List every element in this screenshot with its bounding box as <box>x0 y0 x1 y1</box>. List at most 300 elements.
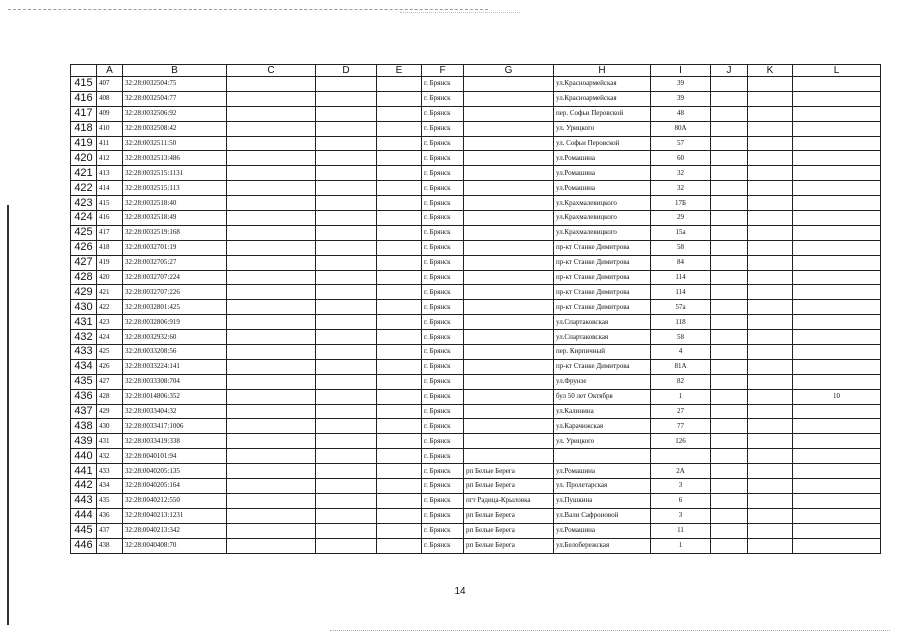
cell-g <box>464 255 554 270</box>
cell-c <box>227 404 316 419</box>
column-header-f: F <box>422 65 464 77</box>
cell-l <box>793 285 881 300</box>
cell-a: 420 <box>97 270 123 285</box>
table-row <box>71 121 881 136</box>
cell-a: 410 <box>97 121 123 136</box>
cell-i: 32 <box>651 166 711 181</box>
cell-d <box>316 151 377 166</box>
cell-j <box>711 523 748 538</box>
cell-k <box>748 464 793 479</box>
row-number: 422 <box>71 181 97 196</box>
cell-l <box>793 270 881 285</box>
cell-d <box>316 330 377 345</box>
cell-d <box>316 196 377 211</box>
cell-i: 3 <box>651 479 711 494</box>
cell-i: 39 <box>651 91 711 106</box>
cell-d <box>316 479 377 494</box>
cell-i: 2А <box>651 464 711 479</box>
cell-j <box>711 121 748 136</box>
cell-k <box>748 315 793 330</box>
cell-k <box>748 121 793 136</box>
cell-l: 10 <box>793 389 881 404</box>
cell-e <box>377 404 422 419</box>
cell-a: 433 <box>97 464 123 479</box>
cell-e <box>377 211 422 226</box>
scan-left-edge <box>7 205 9 625</box>
table-row <box>71 166 881 181</box>
cell-j <box>711 240 748 255</box>
cell-c <box>227 196 316 211</box>
cell-l <box>793 345 881 360</box>
cell-g <box>464 196 554 211</box>
cell-b: 32:28:0032707:226 <box>123 285 227 300</box>
cell-b: 32:28:0040212:550 <box>123 493 227 508</box>
cell-h: ул.Ромашина <box>554 151 651 166</box>
table-row <box>71 389 881 404</box>
scan-artifact-top-2 <box>400 12 520 13</box>
cell-e <box>377 91 422 106</box>
row-number: 426 <box>71 240 97 255</box>
cell-k <box>748 345 793 360</box>
cell-j <box>711 359 748 374</box>
cell-g <box>464 240 554 255</box>
cell-f: г. Брянск <box>422 181 464 196</box>
cell-k <box>748 181 793 196</box>
cell-g: рп Белые Берега <box>464 464 554 479</box>
table-row <box>71 181 881 196</box>
cell-h: ул.Спартаковская <box>554 330 651 345</box>
cell-k <box>748 330 793 345</box>
cell-d <box>316 91 377 106</box>
cell-c <box>227 240 316 255</box>
cell-b: 32:28:0032504:77 <box>123 91 227 106</box>
row-number: 443 <box>71 493 97 508</box>
cell-l <box>793 404 881 419</box>
cell-c <box>227 493 316 508</box>
cell-j <box>711 449 748 464</box>
row-number: 420 <box>71 151 97 166</box>
cell-j <box>711 434 748 449</box>
cell-c <box>227 151 316 166</box>
cell-c <box>227 434 316 449</box>
table-row <box>71 538 881 553</box>
cell-c <box>227 464 316 479</box>
cell-l <box>793 300 881 315</box>
cell-l <box>793 508 881 523</box>
cell-i: 4 <box>651 345 711 360</box>
table-row <box>71 211 881 226</box>
cell-d <box>316 464 377 479</box>
cell-g <box>464 374 554 389</box>
row-number: 442 <box>71 479 97 494</box>
cell-e <box>377 330 422 345</box>
cell-f: г. Брянск <box>422 389 464 404</box>
cell-f: г. Брянск <box>422 359 464 374</box>
cell-l <box>793 434 881 449</box>
cell-f: г. Брянск <box>422 449 464 464</box>
cell-b: 32:28:0040408:70 <box>123 538 227 553</box>
cell-h: ул.Крахмалевицкого <box>554 225 651 240</box>
row-number: 419 <box>71 136 97 151</box>
cell-h: ул.Ромашина <box>554 464 651 479</box>
cell-j <box>711 211 748 226</box>
cell-d <box>316 300 377 315</box>
cell-d <box>316 255 377 270</box>
cell-j <box>711 91 748 106</box>
table-row <box>71 523 881 538</box>
cell-c <box>227 181 316 196</box>
cell-i: 58 <box>651 330 711 345</box>
cell-c <box>227 315 316 330</box>
cell-f: г. Брянск <box>422 434 464 449</box>
cell-j <box>711 77 748 92</box>
cell-b: 32:28:0032515:1131 <box>123 166 227 181</box>
cell-f: г. Брянск <box>422 270 464 285</box>
cell-k <box>748 255 793 270</box>
row-number: 433 <box>71 345 97 360</box>
cell-a: 427 <box>97 374 123 389</box>
cell-k <box>748 225 793 240</box>
cell-e <box>377 196 422 211</box>
cell-g <box>464 211 554 226</box>
cell-b: 32:28:0040213:342 <box>123 523 227 538</box>
row-number: 424 <box>71 211 97 226</box>
column-header-b: B <box>123 65 227 77</box>
cell-h: ул.Вали Сафроновой <box>554 508 651 523</box>
table-row <box>71 345 881 360</box>
cell-d <box>316 136 377 151</box>
cell-h: ул.Красноармейская <box>554 91 651 106</box>
row-number: 444 <box>71 508 97 523</box>
table-body <box>71 77 881 554</box>
row-number: 429 <box>71 285 97 300</box>
cell-d <box>316 270 377 285</box>
cell-a: 412 <box>97 151 123 166</box>
cell-i: 57а <box>651 300 711 315</box>
cell-g <box>464 345 554 360</box>
cell-h: ул.Белобережская <box>554 538 651 553</box>
cell-b: 32:28:0032707:224 <box>123 270 227 285</box>
table-row <box>71 315 881 330</box>
cell-g <box>464 300 554 315</box>
table-row <box>71 270 881 285</box>
cell-d <box>316 77 377 92</box>
cell-c <box>227 330 316 345</box>
cell-k <box>748 538 793 553</box>
cell-e <box>377 300 422 315</box>
cell-c <box>227 345 316 360</box>
cell-c <box>227 479 316 494</box>
column-header-k: K <box>748 65 793 77</box>
cell-e <box>377 359 422 374</box>
cell-f: г. Брянск <box>422 136 464 151</box>
cell-a: 418 <box>97 240 123 255</box>
cell-f: г. Брянск <box>422 151 464 166</box>
cell-g: рп Белые Берега <box>464 508 554 523</box>
cell-d <box>316 359 377 374</box>
cell-g <box>464 225 554 240</box>
cell-c <box>227 508 316 523</box>
cell-b: 32:28:0040213:1231 <box>123 508 227 523</box>
cell-b: 32:28:0032508:42 <box>123 121 227 136</box>
cell-g <box>464 106 554 121</box>
cell-g <box>464 389 554 404</box>
column-header-a: A <box>97 65 123 77</box>
table-row <box>71 136 881 151</box>
cell-f: г. Брянск <box>422 315 464 330</box>
cell-h: ул.Карачижская <box>554 419 651 434</box>
cell-i: 11 <box>651 523 711 538</box>
cell-i: 84 <box>651 255 711 270</box>
row-number: 431 <box>71 315 97 330</box>
cell-h: ул.Крахмалевицкого <box>554 211 651 226</box>
cell-a: 411 <box>97 136 123 151</box>
cell-i: 77 <box>651 419 711 434</box>
cell-j <box>711 404 748 419</box>
table-row <box>71 359 881 374</box>
cell-d <box>316 240 377 255</box>
cell-d <box>316 523 377 538</box>
cell-g: рп Белые Берега <box>464 479 554 494</box>
cell-k <box>748 77 793 92</box>
cell-j <box>711 315 748 330</box>
cell-l <box>793 464 881 479</box>
cell-k <box>748 196 793 211</box>
row-number: 434 <box>71 359 97 374</box>
cell-h: пр-кт Станке Димитрова <box>554 255 651 270</box>
cell-b: 32:28:0033308:704 <box>123 374 227 389</box>
cell-l <box>793 523 881 538</box>
cell-g <box>464 449 554 464</box>
cell-j <box>711 285 748 300</box>
cell-h: ул. Софьи Перовской <box>554 136 651 151</box>
cell-f: г. Брянск <box>422 345 464 360</box>
table-row <box>71 374 881 389</box>
cell-g: пгт Радица-Крыловка <box>464 493 554 508</box>
cell-l <box>793 330 881 345</box>
cell-g <box>464 181 554 196</box>
cell-d <box>316 211 377 226</box>
row-number: 427 <box>71 255 97 270</box>
cell-b: 32:28:0032511:50 <box>123 136 227 151</box>
scan-artifact-top <box>8 9 488 10</box>
cell-e <box>377 479 422 494</box>
cell-b: 32:28:0033404:32 <box>123 404 227 419</box>
cell-f: г. Брянск <box>422 285 464 300</box>
cell-i: 126 <box>651 434 711 449</box>
cell-e <box>377 315 422 330</box>
cell-b: 32:28:0032504:75 <box>123 77 227 92</box>
cell-f: г. Брянск <box>422 538 464 553</box>
cell-f: г. Брянск <box>422 374 464 389</box>
row-number: 432 <box>71 330 97 345</box>
cell-b: 32:28:0032801:425 <box>123 300 227 315</box>
cell-a: 421 <box>97 285 123 300</box>
cell-h: пер. Софьи Перовской <box>554 106 651 121</box>
cell-d <box>316 434 377 449</box>
table-row <box>71 449 881 464</box>
cell-c <box>227 255 316 270</box>
cell-j <box>711 270 748 285</box>
cell-d <box>316 166 377 181</box>
cell-l <box>793 181 881 196</box>
cell-l <box>793 106 881 121</box>
cell-j <box>711 136 748 151</box>
cell-b: 32:28:0033208:56 <box>123 345 227 360</box>
cell-a: 428 <box>97 389 123 404</box>
cell-g <box>464 77 554 92</box>
cell-e <box>377 151 422 166</box>
cell-d <box>316 181 377 196</box>
cell-k <box>748 211 793 226</box>
cell-f: г. Брянск <box>422 300 464 315</box>
cell-d <box>316 106 377 121</box>
cell-h: ул. Урицкого <box>554 434 651 449</box>
cell-l <box>793 166 881 181</box>
cell-j <box>711 255 748 270</box>
corner-cell <box>71 65 97 77</box>
cell-a: 426 <box>97 359 123 374</box>
cell-e <box>377 285 422 300</box>
cell-b: 32:28:0032701:19 <box>123 240 227 255</box>
table-row <box>71 285 881 300</box>
cell-k <box>748 359 793 374</box>
cell-j <box>711 196 748 211</box>
cell-j <box>711 106 748 121</box>
cell-d <box>316 374 377 389</box>
row-number: 437 <box>71 404 97 419</box>
cell-f: г. Брянск <box>422 508 464 523</box>
cell-a: 431 <box>97 434 123 449</box>
cell-k <box>748 151 793 166</box>
cell-g <box>464 404 554 419</box>
cell-e <box>377 508 422 523</box>
cell-l <box>793 538 881 553</box>
cell-l <box>793 225 881 240</box>
cell-f: г. Брянск <box>422 91 464 106</box>
cell-j <box>711 374 748 389</box>
cell-l <box>793 121 881 136</box>
cell-h <box>554 449 651 464</box>
cell-j <box>711 508 748 523</box>
cell-c <box>227 77 316 92</box>
cell-h: пр-кт Станке Димитрова <box>554 285 651 300</box>
cell-h: пр-кт Станке Димитрова <box>554 359 651 374</box>
cell-a: 434 <box>97 479 123 494</box>
cell-f: г. Брянск <box>422 330 464 345</box>
cell-e <box>377 434 422 449</box>
cell-g <box>464 330 554 345</box>
cell-g <box>464 419 554 434</box>
cell-f: г. Брянск <box>422 166 464 181</box>
table-row <box>71 91 881 106</box>
cell-d <box>316 121 377 136</box>
cell-a: 435 <box>97 493 123 508</box>
cell-i: 60 <box>651 151 711 166</box>
cell-a: 438 <box>97 538 123 553</box>
cell-i: 118 <box>651 315 711 330</box>
cell-d <box>316 285 377 300</box>
cell-k <box>748 270 793 285</box>
cell-g: рп Белые Берега <box>464 538 554 553</box>
cell-e <box>377 419 422 434</box>
cell-i: 82 <box>651 374 711 389</box>
cell-c <box>227 389 316 404</box>
cell-i: 114 <box>651 270 711 285</box>
cell-k <box>748 493 793 508</box>
cell-e <box>377 181 422 196</box>
cell-k <box>748 389 793 404</box>
cell-h: ул.Красноармейская <box>554 77 651 92</box>
cell-l <box>793 196 881 211</box>
cell-f: г. Брянск <box>422 77 464 92</box>
cell-b: 32:28:0032518:49 <box>123 211 227 226</box>
table-row <box>71 330 881 345</box>
cell-k <box>748 240 793 255</box>
cell-a: 417 <box>97 225 123 240</box>
row-number: 445 <box>71 523 97 538</box>
cell-b: 32:28:0032705:27 <box>123 255 227 270</box>
cell-h: ул.Калинина <box>554 404 651 419</box>
cell-e <box>377 389 422 404</box>
cell-a: 407 <box>97 77 123 92</box>
cell-a: 425 <box>97 345 123 360</box>
row-number: 417 <box>71 106 97 121</box>
row-number: 428 <box>71 270 97 285</box>
row-number: 416 <box>71 91 97 106</box>
cell-g <box>464 359 554 374</box>
cell-b: 32:28:0032513:486 <box>123 151 227 166</box>
cell-a: 436 <box>97 508 123 523</box>
cell-d <box>316 419 377 434</box>
page-number: 14 <box>454 586 466 597</box>
cell-f: г. Брянск <box>422 196 464 211</box>
cell-e <box>377 449 422 464</box>
cell-a: 437 <box>97 523 123 538</box>
column-header-j: J <box>711 65 748 77</box>
cell-k <box>748 508 793 523</box>
row-number: 418 <box>71 121 97 136</box>
cell-a: 422 <box>97 300 123 315</box>
table-row <box>71 151 881 166</box>
cell-h: пер. Кирпичный <box>554 345 651 360</box>
cell-a: 423 <box>97 315 123 330</box>
cell-g <box>464 136 554 151</box>
cell-d <box>316 449 377 464</box>
cell-f: г. Брянск <box>422 225 464 240</box>
cell-j <box>711 330 748 345</box>
table-row <box>71 300 881 315</box>
cell-f: г. Брянск <box>422 121 464 136</box>
cell-l <box>793 359 881 374</box>
cell-k <box>748 523 793 538</box>
table-row <box>71 77 881 92</box>
cell-b: 32:28:0040205:164 <box>123 479 227 494</box>
column-header-c: C <box>227 65 316 77</box>
cell-c <box>227 121 316 136</box>
cell-c <box>227 106 316 121</box>
cell-b: 32:28:0032519:168 <box>123 225 227 240</box>
cell-b: 32:28:0032806:919 <box>123 315 227 330</box>
table-row <box>71 419 881 434</box>
cell-h: ул. Пролетарская <box>554 479 651 494</box>
row-number: 440 <box>71 449 97 464</box>
cell-j <box>711 300 748 315</box>
cell-j <box>711 151 748 166</box>
cell-h: ул.Ромашина <box>554 181 651 196</box>
cell-e <box>377 493 422 508</box>
cell-k <box>748 449 793 464</box>
